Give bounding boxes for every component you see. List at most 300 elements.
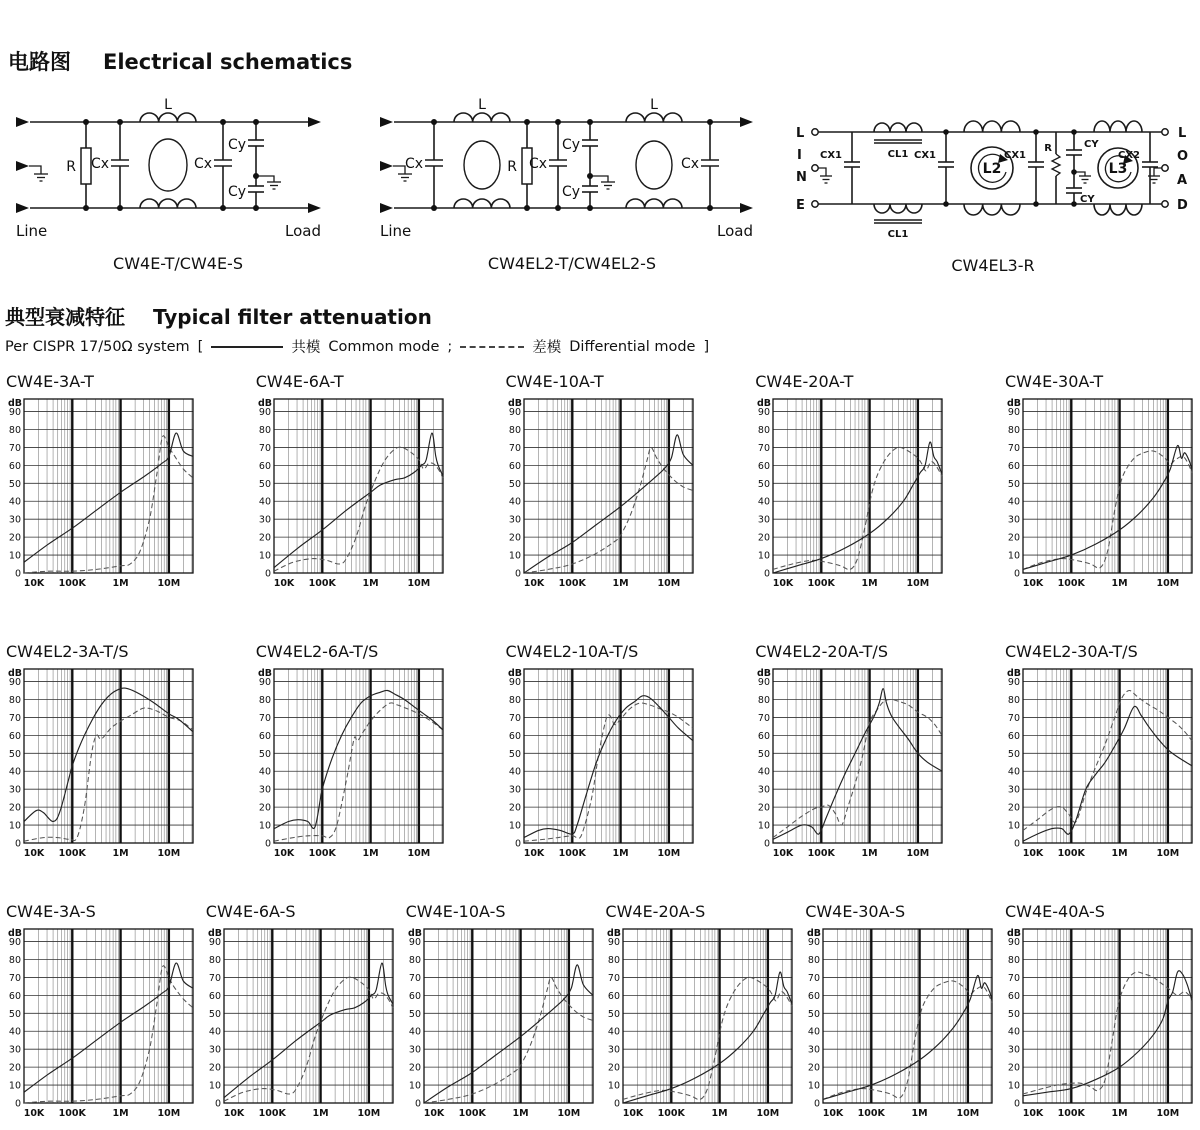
y-tick-label: 0 bbox=[14, 1098, 21, 1110]
plot-border bbox=[1023, 669, 1192, 843]
chart-title: CW4E-3A-T bbox=[6, 372, 94, 391]
attenuation-chart bbox=[504, 372, 697, 602]
label-line-E: E bbox=[796, 198, 805, 213]
capacitor-cx-3 bbox=[701, 122, 719, 208]
y-tick-label: 40 bbox=[8, 1026, 21, 1038]
x-tick-label: 1M bbox=[1111, 1108, 1128, 1119]
label-line: Line bbox=[380, 222, 412, 240]
chart-plot bbox=[753, 663, 946, 868]
schematic-cw4el2 bbox=[372, 96, 772, 273]
y-tick-label: 90 bbox=[1007, 677, 1020, 689]
differential-mode-curve bbox=[524, 703, 693, 841]
line-input-arrow bbox=[16, 117, 29, 127]
common-mode-curve bbox=[1023, 706, 1192, 841]
y-tick-label: 90 bbox=[208, 937, 221, 949]
y-tick-label: 20 bbox=[608, 1062, 621, 1074]
y-axis-unit: dB bbox=[7, 928, 22, 939]
y-tick-label: 0 bbox=[764, 838, 771, 850]
label-CY: CY bbox=[1084, 139, 1099, 150]
legend-diff-en: Differential mode bbox=[569, 338, 696, 355]
y-tick-label: 0 bbox=[514, 568, 521, 580]
y-tick-label: 30 bbox=[808, 1044, 821, 1056]
chart-row-3 bbox=[4, 902, 1196, 1130]
attenuation-chart bbox=[4, 902, 197, 1130]
chart-title: CW4EL2-10A-T/S bbox=[505, 642, 639, 661]
chart-title: CW4E-3A-S bbox=[6, 902, 96, 921]
x-tick-label: 10M bbox=[956, 1108, 980, 1119]
y-tick-label: 80 bbox=[408, 954, 421, 966]
y-axis-unit: dB bbox=[1006, 668, 1021, 679]
label-load: Load bbox=[717, 222, 753, 240]
y-tick-label: 30 bbox=[1007, 784, 1020, 796]
label-CX1: CX1 bbox=[913, 150, 936, 161]
line-terminal bbox=[812, 129, 818, 135]
y-tick-label: 0 bbox=[214, 1098, 221, 1110]
common-mode-choke-1 bbox=[454, 113, 510, 208]
y-tick-label: 20 bbox=[258, 532, 271, 544]
y-tick-label: 60 bbox=[8, 730, 21, 742]
label-CY: CY bbox=[1080, 194, 1095, 205]
x-tick-label: 10K bbox=[822, 1108, 844, 1119]
y-tick-label: 10 bbox=[258, 550, 271, 562]
y-tick-label: 90 bbox=[1007, 407, 1020, 419]
y-tick-label: 60 bbox=[808, 990, 821, 1002]
y-tick-label: 40 bbox=[608, 1026, 621, 1038]
chart-plot bbox=[504, 663, 697, 868]
attenuation-chart bbox=[1003, 372, 1196, 602]
y-tick-label: 50 bbox=[258, 748, 271, 760]
y-tick-label: 40 bbox=[258, 496, 271, 508]
x-tick-label: 100K bbox=[807, 848, 836, 859]
chart-plot bbox=[1003, 663, 1196, 868]
label-L: L bbox=[164, 97, 172, 113]
y-tick-label: 10 bbox=[8, 820, 21, 832]
chart-title: CW4E-30A-S bbox=[805, 902, 906, 921]
label-L: L bbox=[650, 97, 658, 113]
y-tick-label: 50 bbox=[1007, 1008, 1020, 1020]
common-mode-curve bbox=[524, 696, 693, 838]
x-tick-label: 10M bbox=[1156, 578, 1180, 589]
y-tick-label: 50 bbox=[808, 1008, 821, 1020]
y-tick-label: 30 bbox=[258, 784, 271, 796]
chart-plot bbox=[254, 663, 447, 868]
chart-title: CW4EL2-6A-T/S bbox=[255, 642, 379, 661]
label-Cy: Cy bbox=[227, 137, 246, 153]
y-axis-unit: dB bbox=[507, 398, 522, 409]
x-tick-label: 10M bbox=[407, 578, 430, 589]
y-tick-label: 60 bbox=[1007, 730, 1020, 742]
y-tick-label: 40 bbox=[758, 766, 771, 778]
resistor-R bbox=[1052, 132, 1060, 204]
y-tick-label: 40 bbox=[8, 496, 21, 508]
chart-row-1 bbox=[4, 372, 1196, 602]
y-tick-label: 50 bbox=[608, 1008, 621, 1020]
differential-mode-curve bbox=[1023, 451, 1192, 570]
y-tick-label: 70 bbox=[8, 972, 21, 984]
legend-semicolon: ; bbox=[447, 338, 453, 355]
y-tick-label: 80 bbox=[1007, 694, 1020, 706]
y-tick-label: 70 bbox=[258, 712, 271, 724]
chart-plot bbox=[603, 923, 796, 1128]
y-tick-label: 80 bbox=[808, 954, 821, 966]
chart-title: CW4EL2-20A-T/S bbox=[755, 642, 888, 661]
plot-border bbox=[24, 929, 193, 1103]
y-tick-label: 80 bbox=[508, 424, 521, 436]
y-axis-unit: dB bbox=[1006, 398, 1021, 409]
y-tick-label: 80 bbox=[258, 694, 271, 706]
x-tick-label: 10M bbox=[357, 1108, 380, 1119]
y-tick-label: 10 bbox=[208, 1080, 221, 1092]
attenuation-chart bbox=[1003, 642, 1196, 872]
y-tick-label: 30 bbox=[758, 514, 771, 526]
label-load-O: O bbox=[1177, 149, 1189, 164]
y-tick-label: 70 bbox=[8, 442, 21, 454]
schematics-heading-en: Electrical schematics bbox=[103, 50, 353, 74]
y-tick-label: 60 bbox=[508, 730, 521, 742]
common-mode-choke-2 bbox=[626, 113, 682, 208]
x-tick-label: 10K bbox=[1022, 578, 1044, 589]
x-tick-label: 10K bbox=[423, 1108, 444, 1119]
y-tick-label: 50 bbox=[508, 748, 521, 760]
y-axis-unit: dB bbox=[1006, 928, 1021, 939]
capacitor-cx1-1 bbox=[844, 132, 860, 204]
y-tick-label: 50 bbox=[758, 478, 771, 490]
chart-plot bbox=[204, 923, 397, 1128]
y-tick-label: 90 bbox=[8, 937, 21, 949]
x-tick-label: 1M bbox=[861, 848, 878, 859]
load-output-arrow bbox=[740, 203, 753, 213]
x-tick-label: 10K bbox=[1022, 848, 1044, 859]
y-tick-label: 10 bbox=[258, 820, 271, 832]
resistor-R bbox=[81, 122, 91, 208]
schematics-section-heading bbox=[8, 46, 352, 76]
y-tick-label: 20 bbox=[508, 532, 521, 544]
y-tick-label: 90 bbox=[8, 677, 21, 689]
x-tick-label: 10K bbox=[523, 848, 544, 859]
load-terminal bbox=[1162, 165, 1168, 171]
x-tick-label: 100K bbox=[308, 578, 336, 589]
label-Cy: Cy bbox=[227, 184, 246, 200]
x-tick-label: 10M bbox=[657, 578, 680, 589]
y-tick-label: 70 bbox=[608, 972, 621, 984]
x-tick-label: 1M bbox=[112, 1108, 129, 1119]
y-tick-label: 0 bbox=[764, 568, 771, 580]
y-tick-label: 30 bbox=[258, 514, 271, 526]
attenuation-chart bbox=[4, 642, 197, 872]
chart-legend bbox=[5, 336, 709, 357]
x-tick-label: 10K bbox=[623, 1108, 644, 1119]
common-mode-curve bbox=[24, 433, 193, 562]
y-tick-label: 60 bbox=[8, 990, 21, 1002]
x-tick-label: 10K bbox=[273, 578, 295, 589]
chart-plot bbox=[254, 393, 447, 598]
x-tick-label: 10M bbox=[157, 848, 181, 859]
label-Cx: Cx bbox=[680, 156, 699, 172]
y-tick-label: 30 bbox=[1007, 1044, 1020, 1056]
legend-prefix: Per CISPR 17/50Ω system bbox=[5, 338, 190, 355]
plot-border bbox=[24, 669, 193, 843]
y-tick-label: 10 bbox=[8, 1080, 21, 1092]
y-tick-label: 30 bbox=[8, 514, 21, 526]
y-tick-label: 60 bbox=[608, 990, 621, 1002]
y-tick-label: 50 bbox=[408, 1008, 421, 1020]
y-tick-label: 50 bbox=[8, 748, 21, 760]
y-tick-label: 40 bbox=[1007, 766, 1020, 778]
y-tick-label: 30 bbox=[508, 514, 521, 526]
chart-plot bbox=[1003, 923, 1196, 1128]
x-tick-label: 100K bbox=[58, 1108, 86, 1119]
x-tick-label: 100K bbox=[558, 848, 586, 859]
ground-arrow bbox=[380, 161, 393, 171]
plot-border bbox=[24, 399, 193, 573]
y-tick-label: 70 bbox=[508, 442, 521, 454]
schematic-cw4e-drawing bbox=[8, 96, 348, 244]
schematic-cw4el2-drawing bbox=[372, 96, 772, 244]
attenuation-chart bbox=[603, 902, 796, 1130]
x-tick-label: 1M bbox=[112, 848, 129, 859]
x-tick-label: 10M bbox=[1156, 1108, 1180, 1119]
y-tick-label: 50 bbox=[8, 1008, 21, 1020]
capacitor-cx-1 bbox=[111, 122, 129, 208]
y-axis-unit: dB bbox=[7, 398, 22, 409]
y-tick-label: 90 bbox=[508, 407, 521, 419]
label-L3: L3 bbox=[1108, 161, 1128, 177]
schematic-cw4e bbox=[8, 96, 348, 273]
differential-mode-curve bbox=[823, 981, 992, 1100]
capacitor-cx1-3 bbox=[1028, 132, 1044, 204]
y-tick-label: 20 bbox=[1007, 532, 1020, 544]
label-CX1: CX1 bbox=[819, 150, 842, 161]
label-CL1: CL1 bbox=[887, 149, 909, 160]
y-tick-label: 0 bbox=[1013, 838, 1020, 850]
y-tick-label: 60 bbox=[508, 460, 521, 472]
attenuation-chart bbox=[803, 902, 996, 1130]
y-tick-label: 70 bbox=[758, 442, 771, 454]
y-axis-unit: dB bbox=[257, 668, 272, 679]
plot-border bbox=[623, 929, 792, 1103]
differential-mode-curve bbox=[424, 977, 593, 1103]
load-terminal bbox=[1162, 129, 1168, 135]
x-tick-label: 100K bbox=[308, 848, 336, 859]
y-axis-unit: dB bbox=[207, 928, 222, 939]
schematic-cw4el3r bbox=[788, 96, 1198, 275]
label-CX1: CX1 bbox=[1003, 150, 1026, 161]
neutral-terminal bbox=[812, 165, 818, 171]
y-tick-label: 30 bbox=[208, 1044, 221, 1056]
common-mode-curve bbox=[1023, 971, 1192, 1096]
y-tick-label: 0 bbox=[1013, 1098, 1020, 1110]
common-mode-curve bbox=[274, 690, 443, 828]
y-axis-unit: dB bbox=[757, 398, 772, 409]
y-tick-label: 20 bbox=[508, 802, 521, 814]
y-tick-label: 70 bbox=[808, 972, 821, 984]
line-input-arrow bbox=[16, 203, 29, 213]
y-tick-label: 10 bbox=[508, 820, 521, 832]
y-tick-label: 10 bbox=[1007, 820, 1020, 832]
y-tick-label: 20 bbox=[1007, 802, 1020, 814]
y-tick-label: 60 bbox=[758, 460, 771, 472]
differential-mode-curve bbox=[1023, 972, 1192, 1094]
x-tick-label: 10K bbox=[1022, 1108, 1044, 1119]
y-tick-label: 40 bbox=[758, 496, 771, 508]
y-tick-label: 80 bbox=[1007, 424, 1020, 436]
differential-mode-curve bbox=[524, 447, 693, 573]
y-tick-label: 0 bbox=[14, 838, 21, 850]
chart-row-2 bbox=[4, 642, 1196, 872]
label-Cx: Cx bbox=[90, 156, 109, 172]
chart-title: CW4E-6A-T bbox=[255, 372, 344, 391]
y-axis-unit: dB bbox=[607, 928, 622, 939]
legend-bracket-open: [ bbox=[197, 338, 204, 355]
y-tick-label: 70 bbox=[1007, 442, 1020, 454]
plot-border bbox=[274, 669, 443, 843]
earth-terminal bbox=[812, 201, 818, 207]
y-tick-label: 0 bbox=[414, 1098, 421, 1110]
x-tick-label: 1M bbox=[362, 578, 379, 589]
differential-mode-curve bbox=[274, 703, 443, 841]
y-axis-unit: dB bbox=[407, 928, 422, 939]
label-Cx: Cx bbox=[404, 156, 423, 172]
x-tick-label: 10K bbox=[23, 578, 45, 589]
y-tick-label: 90 bbox=[258, 407, 271, 419]
y-tick-label: 20 bbox=[208, 1062, 221, 1074]
y-tick-label: 20 bbox=[258, 802, 271, 814]
x-tick-label: 10M bbox=[657, 848, 680, 859]
y-tick-label: 70 bbox=[1007, 972, 1020, 984]
y-axis-unit: dB bbox=[757, 668, 772, 679]
schematic-caption: CW4E-T/CW4E-S bbox=[113, 254, 243, 273]
y-tick-label: 80 bbox=[758, 694, 771, 706]
x-tick-label: 1M bbox=[861, 578, 878, 589]
y-tick-label: 0 bbox=[264, 568, 271, 580]
chart-title: CW4E-6A-S bbox=[205, 902, 296, 921]
x-tick-label: 10M bbox=[1156, 848, 1180, 859]
y-axis-unit: dB bbox=[257, 398, 272, 409]
x-tick-label: 10M bbox=[906, 848, 930, 859]
chart-title: CW4E-20A-S bbox=[605, 902, 706, 921]
chart-title: CW4E-40A-S bbox=[1004, 902, 1105, 921]
x-tick-label: 1M bbox=[512, 1108, 529, 1119]
y-tick-label: 70 bbox=[508, 712, 521, 724]
y-tick-label: 90 bbox=[758, 407, 771, 419]
y-tick-label: 80 bbox=[608, 954, 621, 966]
attenuation-chart bbox=[404, 902, 597, 1130]
y-tick-label: 0 bbox=[264, 838, 271, 850]
x-tick-label: 10K bbox=[23, 848, 45, 859]
x-tick-label: 100K bbox=[807, 578, 836, 589]
y-tick-label: 70 bbox=[258, 442, 271, 454]
chart-plot bbox=[1003, 393, 1196, 598]
y-tick-label: 60 bbox=[408, 990, 421, 1002]
ground-arrow bbox=[16, 161, 29, 171]
x-tick-label: 1M bbox=[612, 848, 629, 859]
y-tick-label: 60 bbox=[1007, 990, 1020, 1002]
chart-title: CW4E-10A-T bbox=[505, 372, 604, 391]
schematic-caption: CW4EL2-T/CW4EL2-S bbox=[487, 254, 657, 273]
y-tick-label: 80 bbox=[8, 694, 21, 706]
y-tick-label: 0 bbox=[814, 1098, 821, 1110]
y-tick-label: 40 bbox=[808, 1026, 821, 1038]
attenuation-chart bbox=[4, 372, 197, 602]
y-tick-label: 10 bbox=[808, 1080, 821, 1092]
common-mode-curve bbox=[274, 433, 443, 568]
x-tick-label: 1M bbox=[711, 1108, 729, 1119]
label-line-I: I bbox=[797, 148, 802, 163]
common-mode-curve bbox=[24, 963, 193, 1092]
plot-border bbox=[773, 669, 942, 843]
y-tick-label: 20 bbox=[8, 532, 21, 544]
label-load-L: L bbox=[1178, 126, 1187, 141]
y-tick-label: 70 bbox=[408, 972, 421, 984]
x-tick-label: 1M bbox=[612, 578, 629, 589]
y-tick-label: 20 bbox=[1007, 1062, 1020, 1074]
x-tick-label: 1M bbox=[312, 1108, 329, 1119]
y-tick-label: 60 bbox=[258, 460, 271, 472]
x-tick-label: 100K bbox=[58, 848, 86, 859]
x-tick-label: 10M bbox=[557, 1108, 580, 1119]
y-tick-label: 50 bbox=[208, 1008, 221, 1020]
chart-title: CW4E-10A-S bbox=[405, 902, 506, 921]
schematic-caption: CW4EL3-R bbox=[951, 256, 1035, 275]
y-tick-label: 0 bbox=[614, 1098, 621, 1110]
differential-mode-curve bbox=[1023, 690, 1192, 830]
y-tick-label: 30 bbox=[608, 1044, 621, 1056]
x-tick-label: 100K bbox=[1057, 578, 1085, 589]
y-tick-label: 70 bbox=[758, 712, 771, 724]
capacitor-cy-pair bbox=[248, 122, 281, 208]
x-tick-label: 1M bbox=[1111, 578, 1128, 589]
ground-symbol bbox=[818, 168, 832, 183]
x-tick-label: 1M bbox=[362, 848, 379, 859]
x-tick-label: 100K bbox=[1057, 848, 1085, 859]
load-output-arrow bbox=[740, 117, 753, 127]
y-tick-label: 0 bbox=[14, 568, 21, 580]
common-mode-choke-L bbox=[140, 113, 196, 208]
attenuation-heading-en: Typical filter attenuation bbox=[153, 305, 432, 329]
y-tick-label: 30 bbox=[758, 784, 771, 796]
y-tick-label: 50 bbox=[508, 478, 521, 490]
y-tick-label: 10 bbox=[758, 820, 771, 832]
y-tick-label: 40 bbox=[208, 1026, 221, 1038]
label-L: L bbox=[478, 97, 486, 113]
choke-cl1-top bbox=[874, 123, 922, 143]
y-tick-label: 50 bbox=[258, 478, 271, 490]
y-tick-label: 90 bbox=[408, 937, 421, 949]
y-tick-label: 50 bbox=[1007, 478, 1020, 490]
y-tick-label: 40 bbox=[258, 766, 271, 778]
y-tick-label: 20 bbox=[8, 1062, 21, 1074]
x-tick-label: 10K bbox=[772, 848, 794, 859]
x-tick-label: 10K bbox=[772, 578, 794, 589]
x-tick-label: 100K bbox=[458, 1108, 486, 1119]
x-tick-label: 10K bbox=[273, 848, 295, 859]
plot-border bbox=[1023, 929, 1192, 1103]
y-tick-label: 30 bbox=[8, 1044, 21, 1056]
y-tick-label: 0 bbox=[1013, 568, 1020, 580]
y-tick-label: 10 bbox=[1007, 550, 1020, 562]
y-tick-label: 90 bbox=[258, 677, 271, 689]
y-tick-label: 10 bbox=[408, 1080, 421, 1092]
chart-title: CW4EL2-30A-T/S bbox=[1005, 642, 1138, 661]
differential-mode-curve bbox=[773, 700, 942, 838]
label-Cx: Cx bbox=[528, 156, 547, 172]
x-tick-label: 100K bbox=[658, 1108, 686, 1119]
y-tick-label: 80 bbox=[758, 424, 771, 436]
y-tick-label: 60 bbox=[258, 730, 271, 742]
legend-common-en: Common mode bbox=[328, 338, 440, 355]
common-mode-line-sample bbox=[211, 346, 283, 348]
y-tick-label: 10 bbox=[1007, 1080, 1020, 1092]
